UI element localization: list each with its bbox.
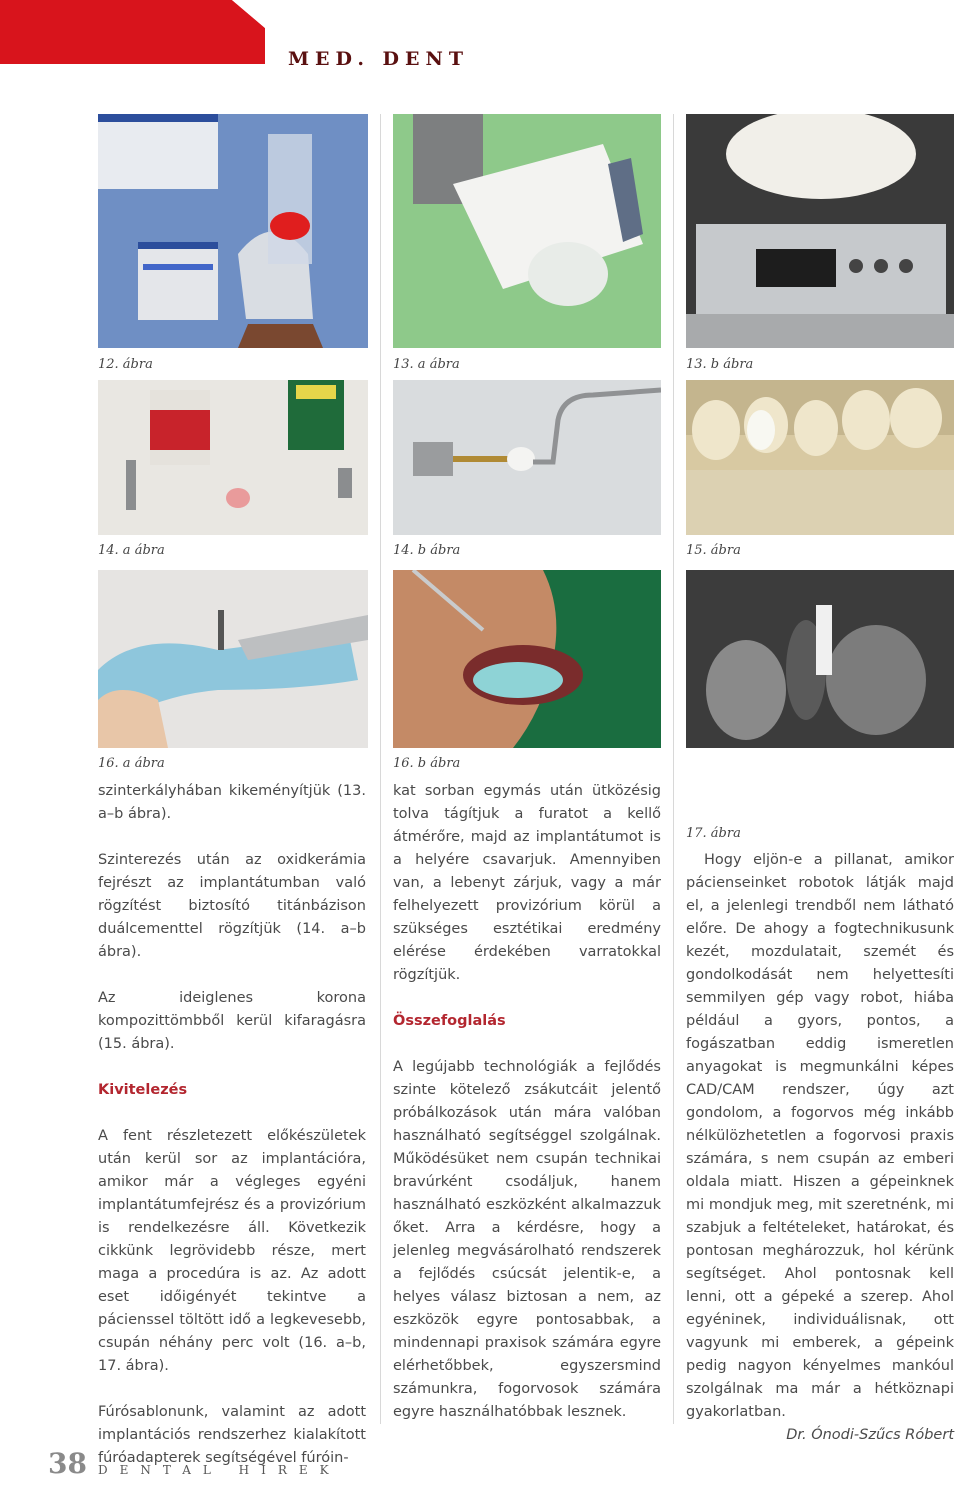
- figure-14b-caption: 14. b ábra: [393, 543, 461, 558]
- figure-15-caption: 15. ábra: [686, 543, 741, 558]
- figure-14a-image: [98, 380, 368, 535]
- col1-paragraph-4: A fent részletezett előkészületek után kerül sor az implantációra, amikor már a végleges egyéni implantátumfejrész és a provizórium is rendelkezésre áll. Következik cikkünk legrövidebb része, mert maga a procedúra is az. Az adott eset időigényét tekintve a pácienssel töltött idő a legkevesebb, csupán néhány perc volt (16. a–b, 17. ábra).: [98, 1128, 366, 1374]
- figure-12-image: [98, 114, 368, 348]
- figure-16b-caption: 16. b ábra: [393, 756, 461, 771]
- figure-13a-image: [393, 114, 661, 348]
- figure-13a-caption: 13. a ábra: [393, 357, 460, 372]
- header-accent-bar: [0, 0, 265, 64]
- figure-16a-caption: 16. a ábra: [98, 756, 165, 771]
- figure-16a-image: [98, 570, 368, 748]
- page-number: 38: [48, 1447, 87, 1480]
- section-title: MED. DENT: [288, 48, 470, 70]
- figure-17-caption: 17. ábra: [686, 826, 741, 841]
- column-divider-2: [673, 114, 674, 1424]
- col2-paragraph-2: A legújabb technológiák a fejlődés szinte kötelező zsákutcáit jelentő próbálkozások után mára valóban használható segítséggel szolgálnak. Működésüket nem csupán technikai bravúrként csodáljuk, hanem használható eszközként alkalmazzuk őket. Arra a kérdésre, hogy a jelenleg megvásárolható rendszerek a fejlődés csúcsát jelentik-e, a helyes válasz biztosan a nem, az eszközök egyre pontosabbak, a mindennapi praxisok számára egyre elérhetőbbek, egyszersmind számunkra, fogorvosok számára egyre használhatóbbak lesznek.: [393, 1059, 661, 1420]
- figure-16b-image: [393, 570, 661, 748]
- heading-kivitelezes: Kivitelezés: [98, 1082, 188, 1098]
- heading-osszefoglalas: Összefoglalás: [393, 1013, 506, 1029]
- publication-name: DENTAL HÍREK: [98, 1463, 341, 1477]
- column-divider-1: [380, 114, 381, 1424]
- figure-13b-image: [686, 114, 954, 348]
- col1-paragraph-3: Az ideiglenes korona kompozittömbből kerül kifaragásra (15. ábra).: [98, 990, 366, 1052]
- col1-paragraph-5: Fúrósablonunk, valamint az adott implantációs rendszerhez kialakított fúróadapterek segítségével fúróin-: [98, 1404, 366, 1466]
- col2-paragraph-1: kat sorban egymás után ütközésig tolva tágítjuk a furatot a kellő átmérőre, majd az implantátumot is a helyére csavarjuk. Amennyiben van, a lebenyt zárjuk, vagy a már felhelyezett provizórium körül a szükséges esztétikai eredmény elérése érdekében varratokkal rögzítjük.: [393, 783, 661, 983]
- figure-14a-caption: 14. a ábra: [98, 543, 165, 558]
- figure-13b-caption: 13. b ábra: [686, 357, 754, 372]
- figure-17-image: [686, 570, 954, 748]
- column-2-text: [393, 780, 661, 1447]
- figure-12-caption: 12. ábra: [98, 357, 153, 372]
- author-signature: Dr. Ónodi-Szűcs Róbert: [786, 1427, 954, 1443]
- figure-14b-image: [393, 380, 661, 535]
- col1-paragraph-2: Szinterezés után az oxidkerámia fejrészt az implantátumban való rögzítést biztosító titánbázison duálcementtel rögzítjük (14. a–b ábra).: [98, 852, 366, 960]
- figure-15-image: [686, 380, 954, 535]
- column-3-text: [686, 849, 954, 1447]
- column-1-text: [98, 780, 366, 1493]
- col1-paragraph-1: szinterkályhában kikeményítjük (13. a–b ábra).: [98, 783, 366, 822]
- col3-paragraph-1: Hogy eljön-e a pillanat, amikor pácienseinket robotok látják majd el, a jelenlegi trendből nem látható előre. De ahogy a fogtechnikusunk kezét, mozdulatait, szemét és gondolkodását nem helyettesíti semmilyen gép vagy robot, hiába például a gyors, pontos, a fogászatban eddig ismeretlen anyagokat is megmunkálni képes CAD/CAM rendszer, úgy azt gondolom, a fogorvos még inkább nélkülözhetetlen a fogorvosi praxis számára, s nem csupán az emberi oldala miatt. Hiszen a gépeinknek mi mondjuk meg, mit szeretnénk, mi szabjuk a feltételeket, határokat, és pontosan meghározzuk, hol kérünk segítséget. Ahol pontosnak kell lenni, ott a gépeké a szerep. Ahol egyéninek, individuálisnak, ott vagyunk mi emberek, a gépeink pedig nagyon kényelmes mankóul szolgálnak ma már a hétköznapi gyakorlatban.: [686, 852, 954, 1420]
